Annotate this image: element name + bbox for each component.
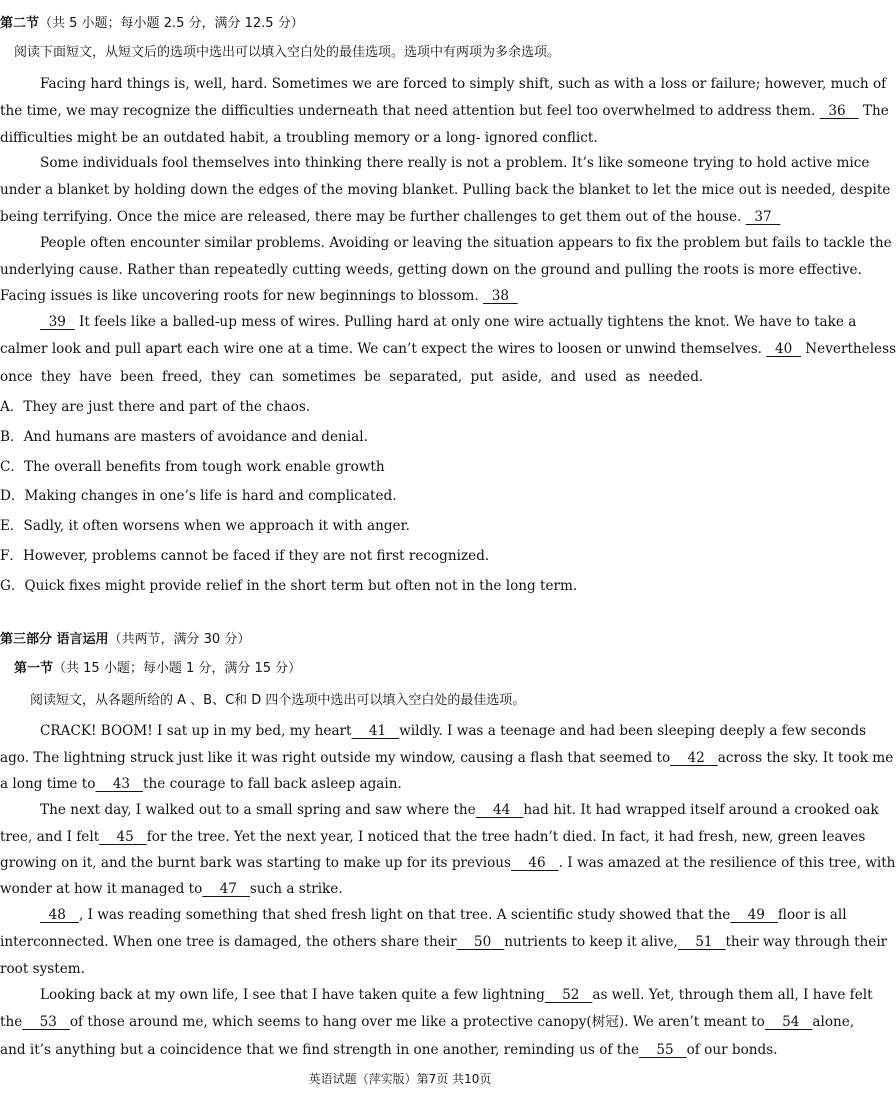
option-c: C．The overall benefits from tough work enable growth: [0, 459, 385, 475]
blank-53: 53: [39, 1014, 57, 1030]
passage-line: under a blanket by holding down the edges of the moving blanket. Pulling back the blanket to let the mice out is needed, despite: [0, 182, 891, 198]
section2-heading: 第二节（共 5 小题；每小题 2.5 分，满分 12.5 分）: [0, 16, 304, 31]
blank-50: 50: [473, 934, 492, 950]
page-footer: 英语试题（萍实版）第7页 共10页: [308, 1072, 492, 1086]
blank-51: 51: [695, 934, 713, 950]
cloze-line: root system.: [0, 961, 86, 977]
blank-52: 52: [562, 987, 580, 1003]
section2-instruction: 阅读下面短文，从短文后的选项中选出可以填入空白处的最佳选项。选项中有两项为多余选项。: [14, 45, 561, 60]
cloze-line: The next day, I walked out to a small spring and saw where the 44 had hit. It had wrapped itself around a crooked oak: [40, 802, 879, 818]
cloze-line: growing on it, and the burnt bark was starting to make up for its previous 46 . I was amazed at the resilience of this tree, with: [0, 855, 896, 871]
blank-47: 47: [219, 881, 237, 897]
blank-54: 54: [782, 1014, 800, 1030]
cloze-line: and it’s anything but a coincidence that we find strength in one another, reminding us of the 55 of our bonds.: [0, 1042, 778, 1058]
cloze-line: interconnected. When one tree is damaged, the others share their 50 nutrients to keep it alive, 51 their way through their: [0, 934, 888, 950]
option-d: D．Making changes in one’s life is hard and complicated.: [0, 488, 397, 504]
cloze-line: the 53 of those around me, which seems to hang over me like a protective canopy(树冠). We aren’t meant to 54 alone,: [0, 1014, 855, 1030]
cloze-line: wonder at how it managed to 47 such a strike.: [0, 881, 343, 897]
blank-48: 48: [48, 907, 66, 923]
option-f: F．However, problems cannot be faced if they are not first recognized.: [0, 548, 490, 564]
passage-line: difficulties might be an outdated habit, a troubling memory or a long- ignored conflict.: [0, 130, 598, 146]
blank-40: 40: [774, 341, 793, 357]
part3-heading: 第三部分 语言运用（共两节，满分 30 分）: [0, 632, 251, 647]
blank-36: 36: [828, 103, 846, 119]
option-g: G．Quick fixes might provide relief in the short term but often not in the long term.: [0, 578, 578, 594]
passage-line: being terrifying. Once the mice are released, there may be further challenges to get them out of the house. 37: [0, 208, 780, 226]
cloze-line: a long time to 43 the courage to fall back asleep again.: [0, 776, 402, 792]
passage-line: 39 It feels like a balled-up mess of wires. Pulling hard at only one wire actually tightens the knot. We have to take a: [0, 313, 800, 331]
option-e: E．Sadly, it often worsens when we approach it with anger.: [0, 518, 410, 534]
blank-49: 49: [747, 907, 765, 923]
passage-line: calmer look and pull apart each wire one at a time. We can’t expect the wires to loosen or unwind themselves. 40 Nevertheless: [0, 341, 896, 357]
cloze-line: ago. The lightning struck just like it was right outside my window, causing a flash that seemed to 42 across the sky. It took me: [0, 750, 894, 766]
blank-37: 37: [754, 209, 772, 225]
blank-38: 38: [491, 288, 510, 304]
cloze-line: tree, and I felt 45 for the tree. Yet the next year, I noticed that the tree hadn’t died. In fact, it had fresh, new, green leaves: [0, 829, 866, 845]
part3-subheading: 第一节（共 15 小题；每小题 1 分，满分 15 分）: [14, 661, 302, 676]
blank-41: 41: [368, 723, 387, 739]
cloze-line: Looking back at my own life, I see that I have taken quite a few lightning 52 as well. Yet, through them all, I have felt: [40, 987, 873, 1003]
blank-39: 39: [48, 314, 66, 330]
passage-line: the time, we may recognize the difficulties underneath that need attention but feel too overwhelmed to address them. 36 The: [0, 103, 889, 119]
blank-42: 42: [687, 750, 705, 766]
blank-43: 43: [112, 776, 131, 792]
blank-46: 46: [528, 855, 546, 871]
passage-line: Facing issues is like uncovering roots for new beginnings to blossom. 38: [0, 287, 518, 305]
passage-line: underlying cause. Rather than repeatedly cutting weeds, getting down on the ground and pulling the roots is more effective.: [0, 262, 862, 278]
blank-55: 55: [656, 1042, 674, 1058]
part3-instruction: 阅读短文，从各题所给的 A 、B、C和 D 四个选项中选出可以填入空白处的最佳选项。: [30, 693, 526, 708]
passage-line: People often encounter similar problems. Avoiding or leaving the situation appears to fix the problem but fails to tackle the: [40, 235, 892, 251]
passage-line: Facing hard things is, well, hard. Sometimes we are forced to simply shift, such as with a loss or failure; however, much of: [40, 76, 887, 92]
option-a: A．They are just there and part of the chaos.: [0, 399, 311, 415]
blank-45: 45: [116, 829, 134, 845]
blank-44: 44: [493, 802, 511, 818]
passage-line: Some individuals fool themselves into thinking there really is not a problem. It’s like someone trying to hold active mice: [40, 155, 870, 171]
cloze-line: 48 , I was reading something that shed fresh light on that tree. A scientific study showed that the 49 floor is all: [0, 906, 800, 924]
option-b: B．And humans are masters of avoidance and denial.: [0, 429, 368, 445]
cloze-line: CRACK! BOOM! I sat up in my bed, my heart 41 wildly. I was a teenage and had been sleeping deeply a few seconds: [40, 723, 867, 739]
passage-line: once they have been freed, they can sometimes be separated, put aside, and used as needed.: [0, 369, 704, 385]
